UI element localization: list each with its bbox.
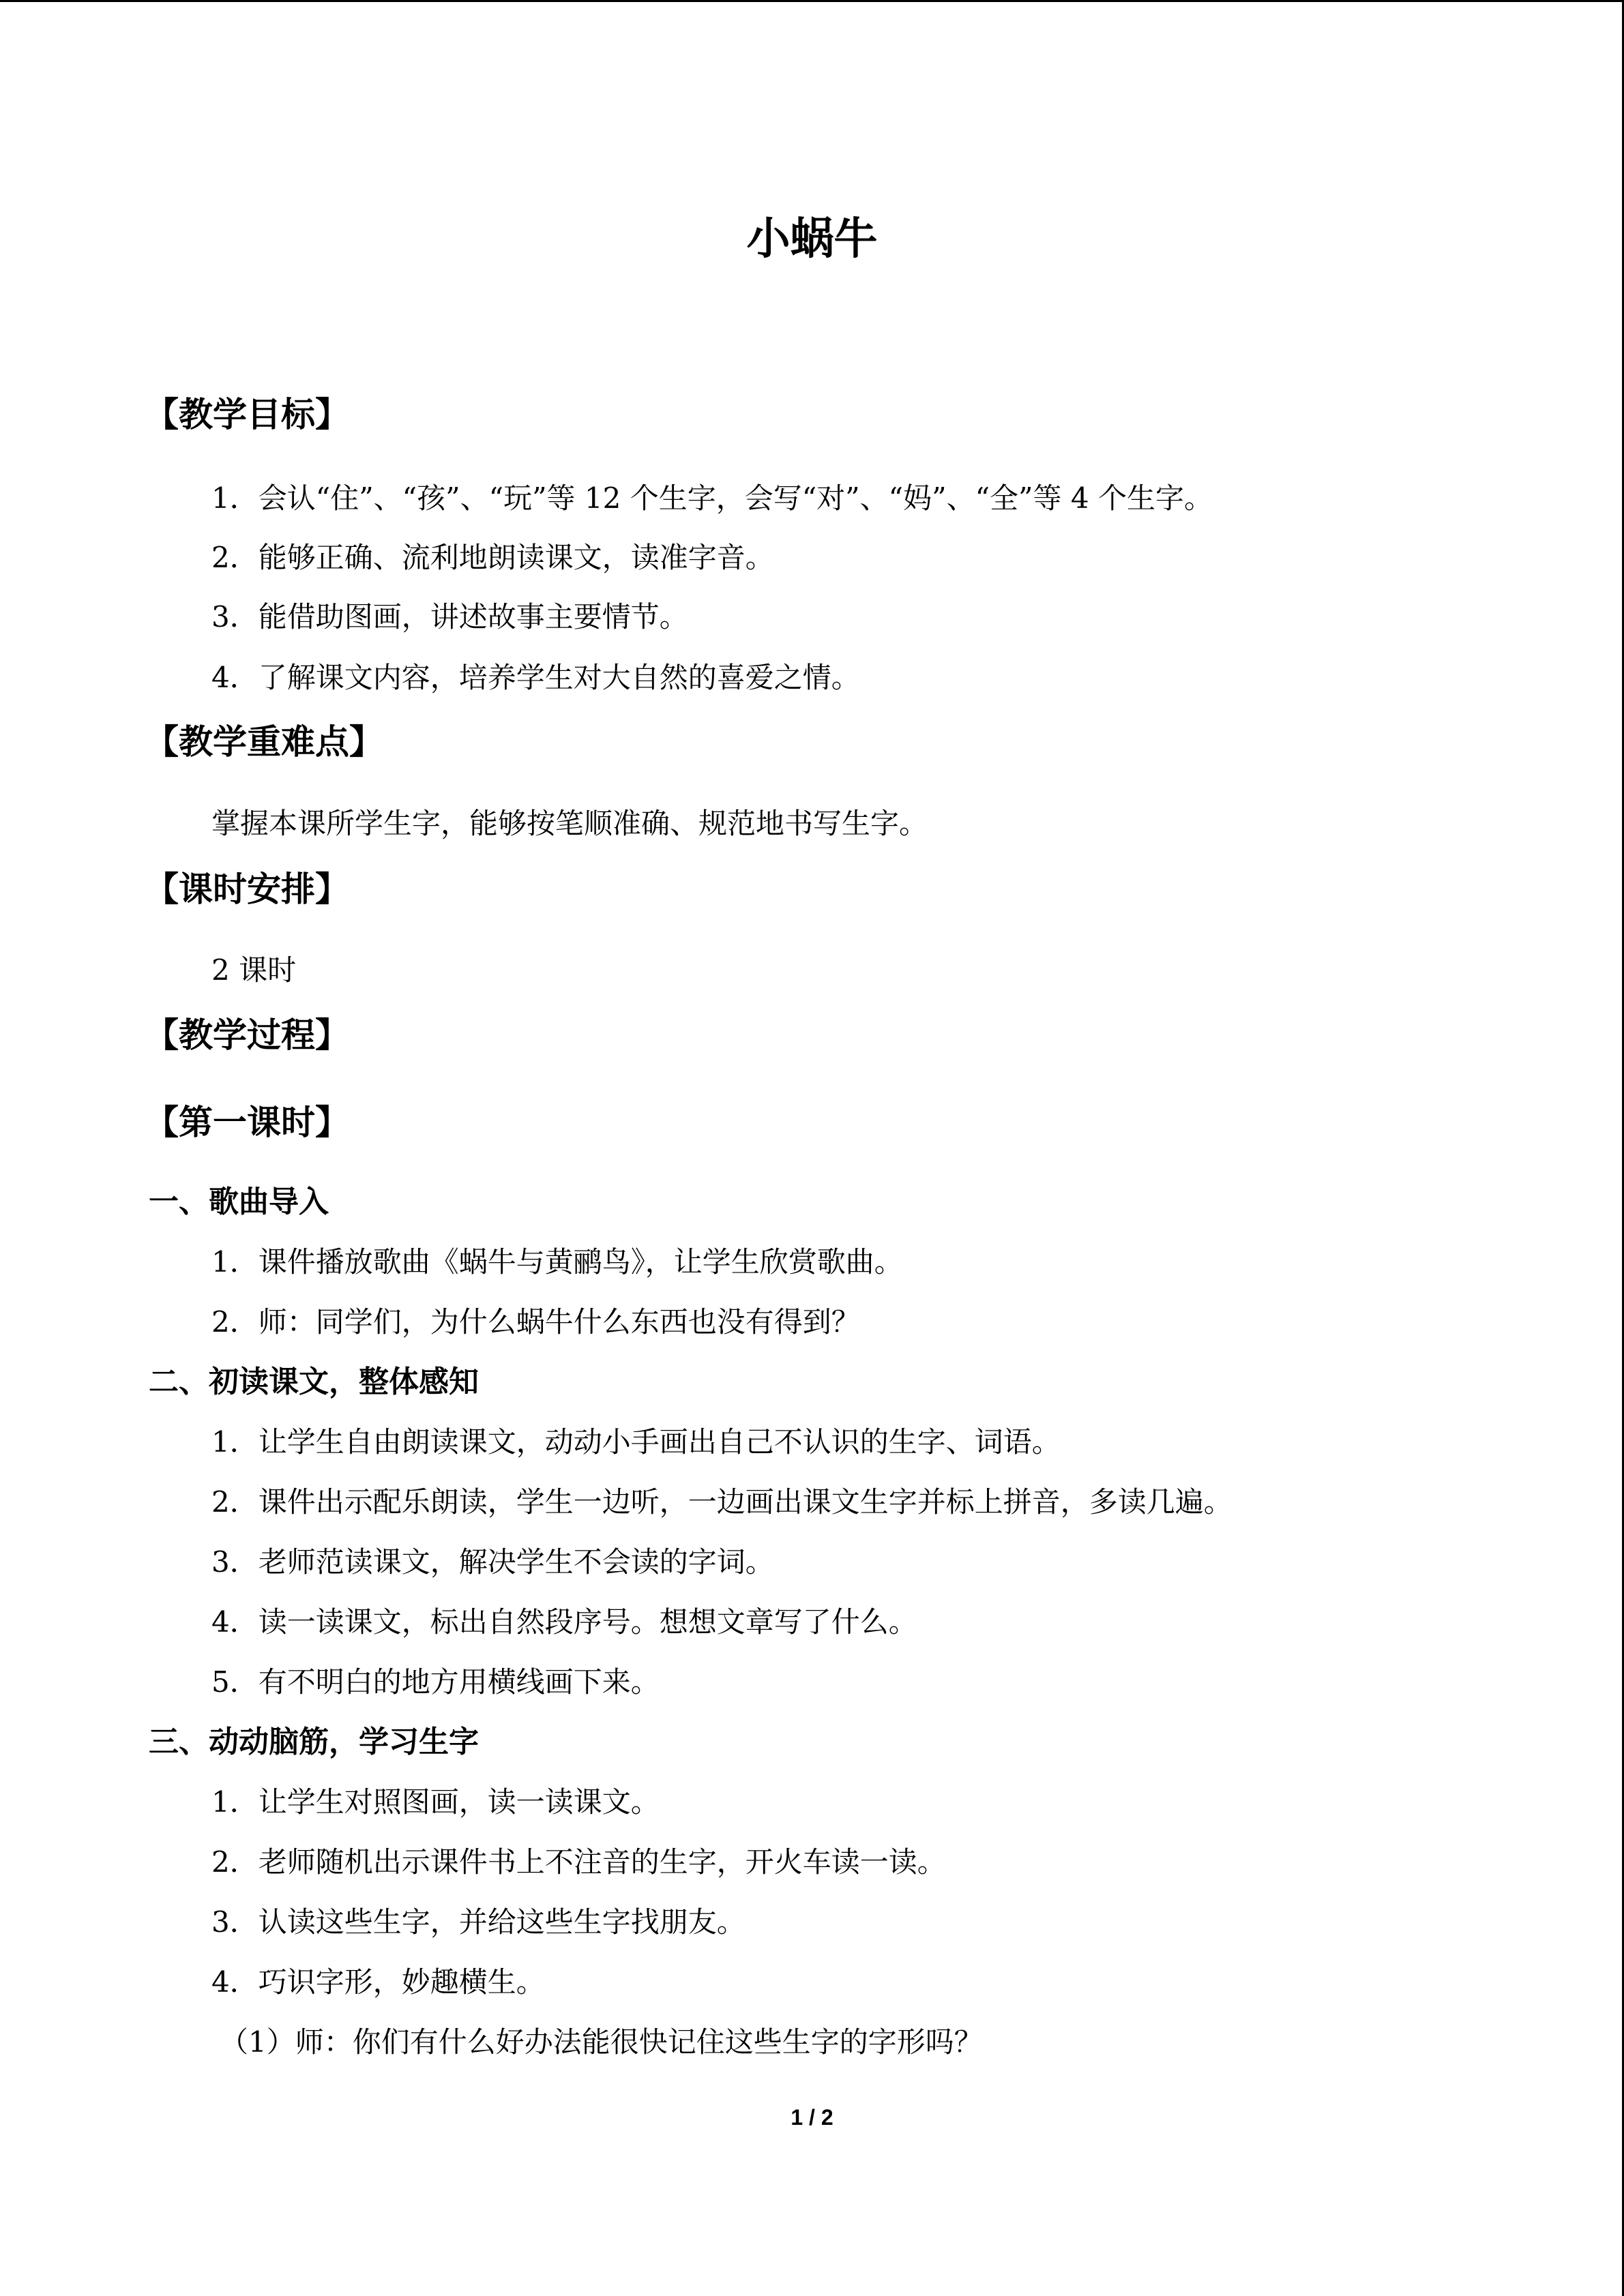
objective-item: 2．能够正确、流利地朗读课文，读准字音。	[211, 541, 774, 574]
objective-item: 1．会认“住”、“孩”、“玩”等 12 个生字，会写“对”、“妈”、“全”等 4 个生字。	[211, 481, 1213, 515]
part-item: 1．让学生自由朗读课文，动动小手画出自己不认识的生字、词语。	[211, 1425, 1061, 1459]
part-item: 3．认读这些生字，并给这些生字找朋友。	[211, 1905, 745, 1939]
part-item: 4．巧识字形，妙趣横生。	[211, 1965, 545, 1999]
key-points-heading: 【教学重难点】	[145, 721, 383, 762]
part-item: 3．老师范读课文，解决学生不会读的字词。	[211, 1545, 774, 1579]
key-points-text: 掌握本课所学生字，能够按笔顺准确、规范地书写生字。	[211, 807, 928, 840]
part-item: 2．师：同学们，为什么蜗牛什么东西也没有得到？	[211, 1305, 860, 1339]
part-item: 5．有不明白的地方用横线画下来。	[211, 1665, 660, 1699]
part-item: 1．课件播放歌曲《蜗牛与黄鹂鸟》，让学生欣赏歌曲。	[211, 1245, 903, 1279]
part-item: 4．读一读课文，标出自然段序号。想想文章写了什么。	[211, 1605, 917, 1639]
schedule-heading: 【课时安排】	[145, 869, 349, 909]
part-heading: 二、初读课文，整体感知	[149, 1365, 479, 1399]
part-item: 1．让学生对照图画，读一读课文。	[211, 1785, 660, 1819]
schedule-text: 2 课时	[211, 953, 297, 987]
objective-item: 3．能借助图画，讲述故事主要情节。	[211, 600, 688, 633]
objectives-heading: 【教学目标】	[145, 394, 349, 434]
part-heading: 一、歌曲导入	[149, 1184, 329, 1219]
part-item: 2．课件出示配乐朗读，学生一边听，一边画出课文生字并标上拼音，多读几遍。	[211, 1485, 1232, 1519]
page-number: 1 / 2	[791, 2105, 833, 2130]
lesson1-heading: 【第一课时】	[145, 1102, 349, 1142]
process-heading: 【教学过程】	[145, 1015, 349, 1055]
part-heading: 三、动动脑筋，学习生字	[149, 1725, 479, 1759]
part-subitem: （1）师：你们有什么好办法能很快记住这些生字的字形吗？	[220, 2025, 983, 2059]
part-item: 2．老师随机出示课件书上不注音的生字，开火车读一读。	[211, 1845, 946, 1879]
objective-item: 4．了解课文内容，培养学生对大自然的喜爱之情。	[211, 661, 860, 694]
document-title: 小蜗牛	[746, 213, 878, 265]
